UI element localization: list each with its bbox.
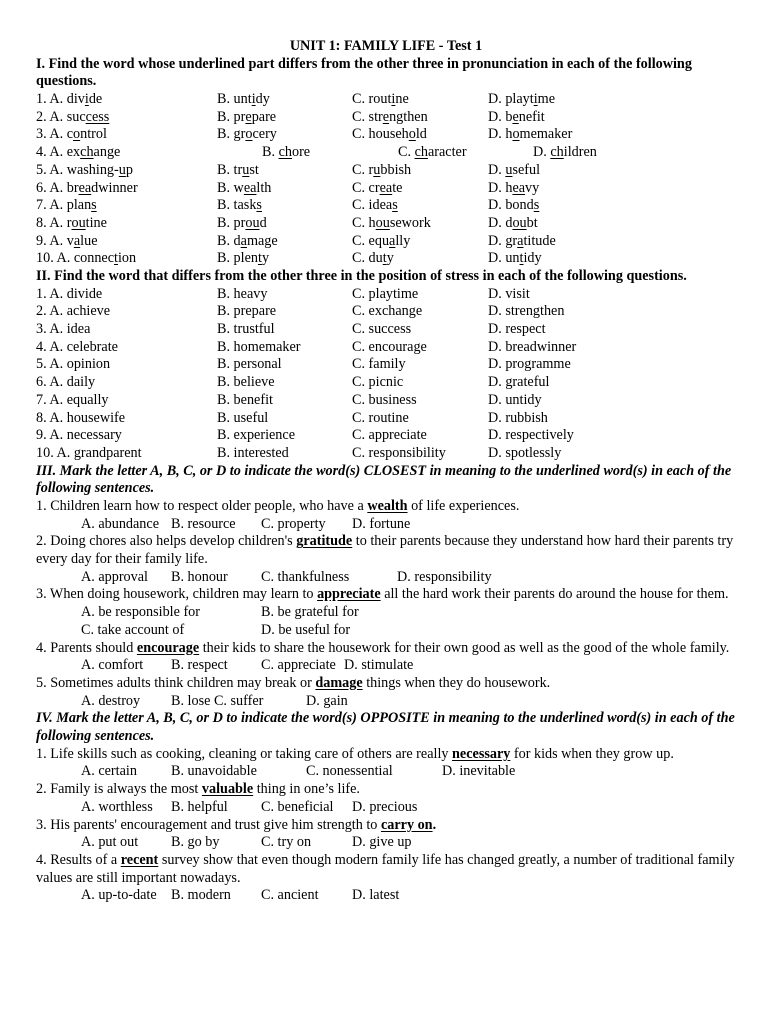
underlined-word: appreciate (317, 586, 381, 603)
option-d: D. visit (488, 285, 530, 302)
option-c: C. ancient (261, 887, 319, 904)
underlined-part: e (382, 108, 390, 125)
option-a: 8. A. routine (36, 214, 107, 231)
option-a: 3. A. control (36, 126, 107, 143)
option-c: C. property (261, 515, 326, 532)
option-d: D. spotlessly (488, 444, 562, 461)
underlined-part: o (512, 126, 520, 143)
underlined-part: s (533, 197, 540, 214)
option-a: A. put out (81, 834, 139, 851)
option-a: A. approval (81, 568, 148, 585)
option-b: B. resource (171, 515, 236, 532)
option-c: C. appreciate (352, 427, 427, 444)
underlined-part: a (73, 232, 81, 249)
s3-question-3: 3. When doing housework, children may learn to appreciate all the hard work their parents do around the house for them. (36, 586, 729, 603)
underlined-part: a (240, 232, 247, 249)
option-d: D. programme (488, 356, 571, 373)
underlined-part: e (245, 108, 252, 125)
option-c: C. equally (352, 232, 411, 249)
underlined-word: damage (315, 674, 363, 691)
pronunciation-question (36, 109, 736, 127)
option-d: D. heavy (488, 179, 540, 196)
s3-q1-options (36, 516, 736, 534)
underlined-word: encourage (136, 639, 200, 656)
option-b: B. go by (171, 834, 220, 851)
underlined-part: t (382, 250, 387, 267)
underlined-part: t (519, 250, 524, 267)
option-b: B. useful (217, 409, 269, 426)
option-c: C. family (352, 356, 406, 373)
underlined-part: ou (245, 214, 260, 231)
underlined-part: ea (512, 179, 526, 196)
underlined-part: i (251, 91, 256, 108)
option-b: B. unavoidable (171, 763, 257, 780)
option-a: 1. A. divide (36, 285, 103, 302)
option-d: D. respectively (488, 427, 574, 444)
option-b: B. experience (217, 427, 295, 444)
underlined-word: carry on (380, 816, 433, 833)
option-d: D. doubt (488, 214, 538, 231)
option-c: C. character (398, 144, 467, 161)
option-c: C. routine (352, 91, 409, 108)
option-a: 7. A. equally (36, 391, 109, 408)
underlined-part: a (517, 232, 524, 249)
pronunciation-question (36, 180, 736, 198)
option-c: C. create (352, 179, 403, 196)
option-b: B. be grateful for (261, 604, 359, 621)
option-d: D. gratitude (488, 232, 556, 249)
option-c: C. responsibility (352, 444, 446, 461)
underlined-part: ch (278, 144, 292, 161)
test-page (36, 38, 736, 905)
option-d: D. responsibility (397, 568, 492, 585)
pronunciation-question (36, 91, 736, 109)
option-d: D. give up (352, 834, 412, 851)
underlined-part: o (245, 126, 253, 143)
section-4-heading: IV. Mark the letter A, B, C, or D to indicate the word(s) OPPOSITE in meaning to the underlined word(s) in each of the following sentences. (36, 710, 735, 745)
stress-question (36, 410, 736, 428)
underlined-part: ea (78, 179, 92, 196)
option-c: C. take account of (81, 621, 185, 638)
option-a: 4. A. exchange (36, 144, 121, 161)
underlined-part: o (73, 126, 81, 143)
underlined-part: ou (375, 214, 390, 231)
underlined-part: e (512, 108, 519, 125)
option-bc: B. lose C. suffer (171, 692, 264, 709)
underlined-word: necessary (452, 745, 511, 762)
underlined-part: u (118, 161, 126, 178)
option-a: 9. A. necessary (36, 427, 122, 444)
option-c: C. try on (261, 834, 312, 851)
underlined-part: ch (80, 144, 94, 161)
s3-q3-options-ab (36, 604, 736, 622)
option-c: C. housework (352, 214, 431, 231)
stress-question (36, 321, 736, 339)
page-title: UNIT 1: FAMILY LIFE - Test 1 (289, 38, 483, 54)
option-c: C. playtime (352, 285, 419, 302)
option-c: C. beneficial (261, 798, 334, 815)
underlined-word: recent (120, 851, 159, 868)
underlined-part: i (391, 91, 396, 108)
pronunciation-question (36, 250, 736, 268)
option-b: B. chore (262, 144, 311, 161)
option-d: D. children (533, 144, 597, 161)
s3-q4-options (36, 657, 736, 675)
option-b: B. personal (217, 356, 282, 373)
option-d: D. respect (488, 321, 546, 338)
s4-q2-options (36, 799, 736, 817)
option-d: D. rubbish (488, 409, 548, 426)
pronunciation-question (36, 162, 736, 180)
underlined-part: ea (243, 179, 257, 196)
option-d: D. untidy (488, 250, 542, 267)
option-c: C. rubbish (352, 161, 412, 178)
option-a: A. abundance (81, 515, 159, 532)
pronunciation-question (36, 197, 736, 215)
option-d: D. stimulate (344, 657, 414, 674)
option-c: C. nonessential (306, 763, 393, 780)
s4-q1-options (36, 763, 736, 781)
option-b: B. wealth (217, 179, 272, 196)
s4-question-1: 1. Life skills such as cooking, cleaning or taking care of others are really necessary for kids when they grow up. (36, 745, 674, 762)
underlined-part: t (257, 250, 262, 267)
underlined-part: ch (414, 144, 428, 161)
pronunciation-question (36, 233, 736, 251)
section-1-heading: I. Find the word whose underlined part differs from the other three in pronunciation in each of the following questions. (36, 55, 692, 90)
underlined-part: cess (85, 108, 110, 125)
underlined-part: i (84, 91, 89, 108)
stress-question (36, 286, 736, 304)
option-a: A. worthless (81, 798, 153, 815)
stress-question (36, 392, 736, 410)
underlined-part: ou (512, 214, 527, 231)
option-a: 1. A. divide (36, 91, 103, 108)
pronunciation-question (36, 215, 736, 233)
option-d: D. strengthen (488, 303, 565, 320)
option-d: D. inevitable (442, 763, 516, 780)
underlined-word: gratitude (296, 533, 353, 550)
option-a: A. certain (81, 763, 137, 780)
s4-question-3: 3. His parents' encouragement and trust give him strength to carry on. (36, 816, 437, 833)
option-d: D. playtime (488, 91, 556, 108)
option-a: 2. A. success (36, 108, 110, 125)
s4-q4-options (36, 887, 736, 905)
option-d: D. be useful for (261, 621, 351, 638)
option-d: D. precious (352, 798, 418, 815)
underlined-part: s (392, 197, 398, 214)
option-a: 10. A. grandparent (36, 444, 142, 461)
option-b: B. prepare (217, 108, 277, 125)
s4-question-4: 4. Results of a recent survey show that even though modern family life has changed greatly, a number of traditional family values are still important nowadays. (36, 851, 735, 886)
option-a: 6. A. breadwinner (36, 179, 138, 196)
underlined-word: valuable (201, 781, 254, 798)
option-d: D. breadwinner (488, 338, 577, 355)
option-d: D. latest (352, 887, 400, 904)
underlined-part: t (114, 250, 118, 267)
option-a: A. destroy (81, 692, 141, 709)
option-b: B. trust (217, 161, 259, 178)
option-d: D. untidy (488, 391, 542, 408)
option-d: D. grateful (488, 374, 550, 391)
option-a: A. up-to-date (81, 887, 157, 904)
option-b: B. honour (171, 568, 228, 585)
option-b: B. modern (171, 887, 231, 904)
option-c: C. household (352, 126, 427, 143)
underlined-part: ch (550, 144, 564, 161)
s3-question-1: 1. Children learn how to respect older people, who have a wealth of life experiences. (36, 497, 520, 514)
option-a: 7. A. plans (36, 197, 97, 214)
option-c: C. business (352, 391, 417, 408)
stress-question (36, 427, 736, 445)
option-d: D. bonds (488, 197, 540, 214)
option-a: 3. A. idea (36, 321, 91, 338)
section-2-questions (36, 286, 736, 463)
s3-q5-options (36, 693, 736, 711)
s3-q2-options (36, 569, 736, 587)
option-c: C. strengthen (352, 108, 428, 125)
section-3-heading: III. Mark the letter A, B, C, or D to indicate the word(s) CLOSEST in meaning to the underlined word(s) in each of the following sentences. (36, 462, 732, 497)
option-d: D. fortune (352, 515, 411, 532)
underlined-word: wealth (367, 497, 408, 514)
option-b: B. plenty (217, 250, 270, 267)
option-b: B. heavy (217, 285, 268, 302)
stress-question (36, 339, 736, 357)
stress-question (36, 356, 736, 374)
option-a: 5. A. washing-up (36, 161, 133, 178)
underlined-part: a (389, 232, 396, 249)
option-d: D. benefit (488, 108, 545, 125)
underlined-part: ea (379, 179, 393, 196)
option-a: A. comfort (81, 657, 144, 674)
option-d: D. homemaker (488, 126, 573, 143)
section-2-heading: II. Find the word that differs from the other three in the position of stress in each of the following questions. (36, 267, 687, 284)
option-a: 4. A. celebrate (36, 338, 118, 355)
option-a: 2. A. achieve (36, 303, 111, 320)
stress-question (36, 374, 736, 392)
option-c: C. encourage (352, 338, 427, 355)
option-a: A. be responsible for (81, 604, 200, 621)
underlined-part: s (256, 197, 262, 214)
pronunciation-question (36, 144, 736, 162)
option-c: C. success (352, 321, 412, 338)
option-c: C. routine (352, 409, 409, 426)
option-b: B. proud (217, 214, 267, 231)
pronunciation-question (36, 126, 736, 144)
underlined-part: u (373, 161, 381, 178)
s3-question-4: 4. Parents should encourage their kids to share the housework for their own good as well as the good of the whole family. (36, 639, 730, 656)
option-c: C. appreciate (261, 657, 336, 674)
underlined-part: i (533, 91, 538, 108)
option-b: B. interested (217, 444, 289, 461)
option-a: 5. A. opinion (36, 356, 111, 373)
option-a: 9. A. value (36, 232, 98, 249)
underlined-part: u (242, 161, 250, 178)
underlined-part: u (505, 161, 513, 178)
option-d: D. useful (488, 161, 541, 178)
underlined-part: ou (71, 214, 86, 231)
option-b: B. benefit (217, 391, 273, 408)
s4-question-2: 2. Family is always the most valuable thing in one’s life. (36, 781, 360, 798)
option-b: B. prepare (217, 303, 277, 320)
option-b: B. believe (217, 374, 275, 391)
option-c: C. exchange (352, 303, 423, 320)
option-c: C. duty (352, 250, 394, 267)
option-b: B. trustful (217, 321, 275, 338)
option-b: B. untidy (217, 91, 270, 108)
s3-question-5: 5. Sometimes adults think children may break or damage things when they do housework. (36, 674, 551, 691)
option-b: B. respect (171, 657, 228, 674)
option-b: B. helpful (171, 798, 228, 815)
section-1-questions (36, 91, 736, 268)
option-c: C. thankfulness (261, 568, 350, 585)
s3-question-2: 2. Doing chores also helps develop children's gratitude to their parents because they understand how hard their parents try every day for their family life. (36, 533, 734, 568)
option-c: C. ideas (352, 197, 398, 214)
underlined-part: s (91, 197, 97, 214)
option-b: B. damage (217, 232, 278, 249)
option-a: 8. A. housewife (36, 409, 126, 426)
option-c: C. picnic (352, 374, 404, 391)
option-b: B. homemaker (217, 338, 301, 355)
option-b: B. grocery (217, 126, 277, 143)
option-b: B. tasks (217, 197, 262, 214)
option-a: 6. A. daily (36, 374, 96, 391)
s3-q3-options-cd (36, 622, 736, 640)
s4-q3-options (36, 834, 736, 852)
stress-question (36, 303, 736, 321)
option-a: 10. A. connection (36, 250, 137, 267)
option-d: D. gain (306, 692, 348, 709)
stress-question (36, 445, 736, 463)
underlined-part: o (408, 126, 416, 143)
